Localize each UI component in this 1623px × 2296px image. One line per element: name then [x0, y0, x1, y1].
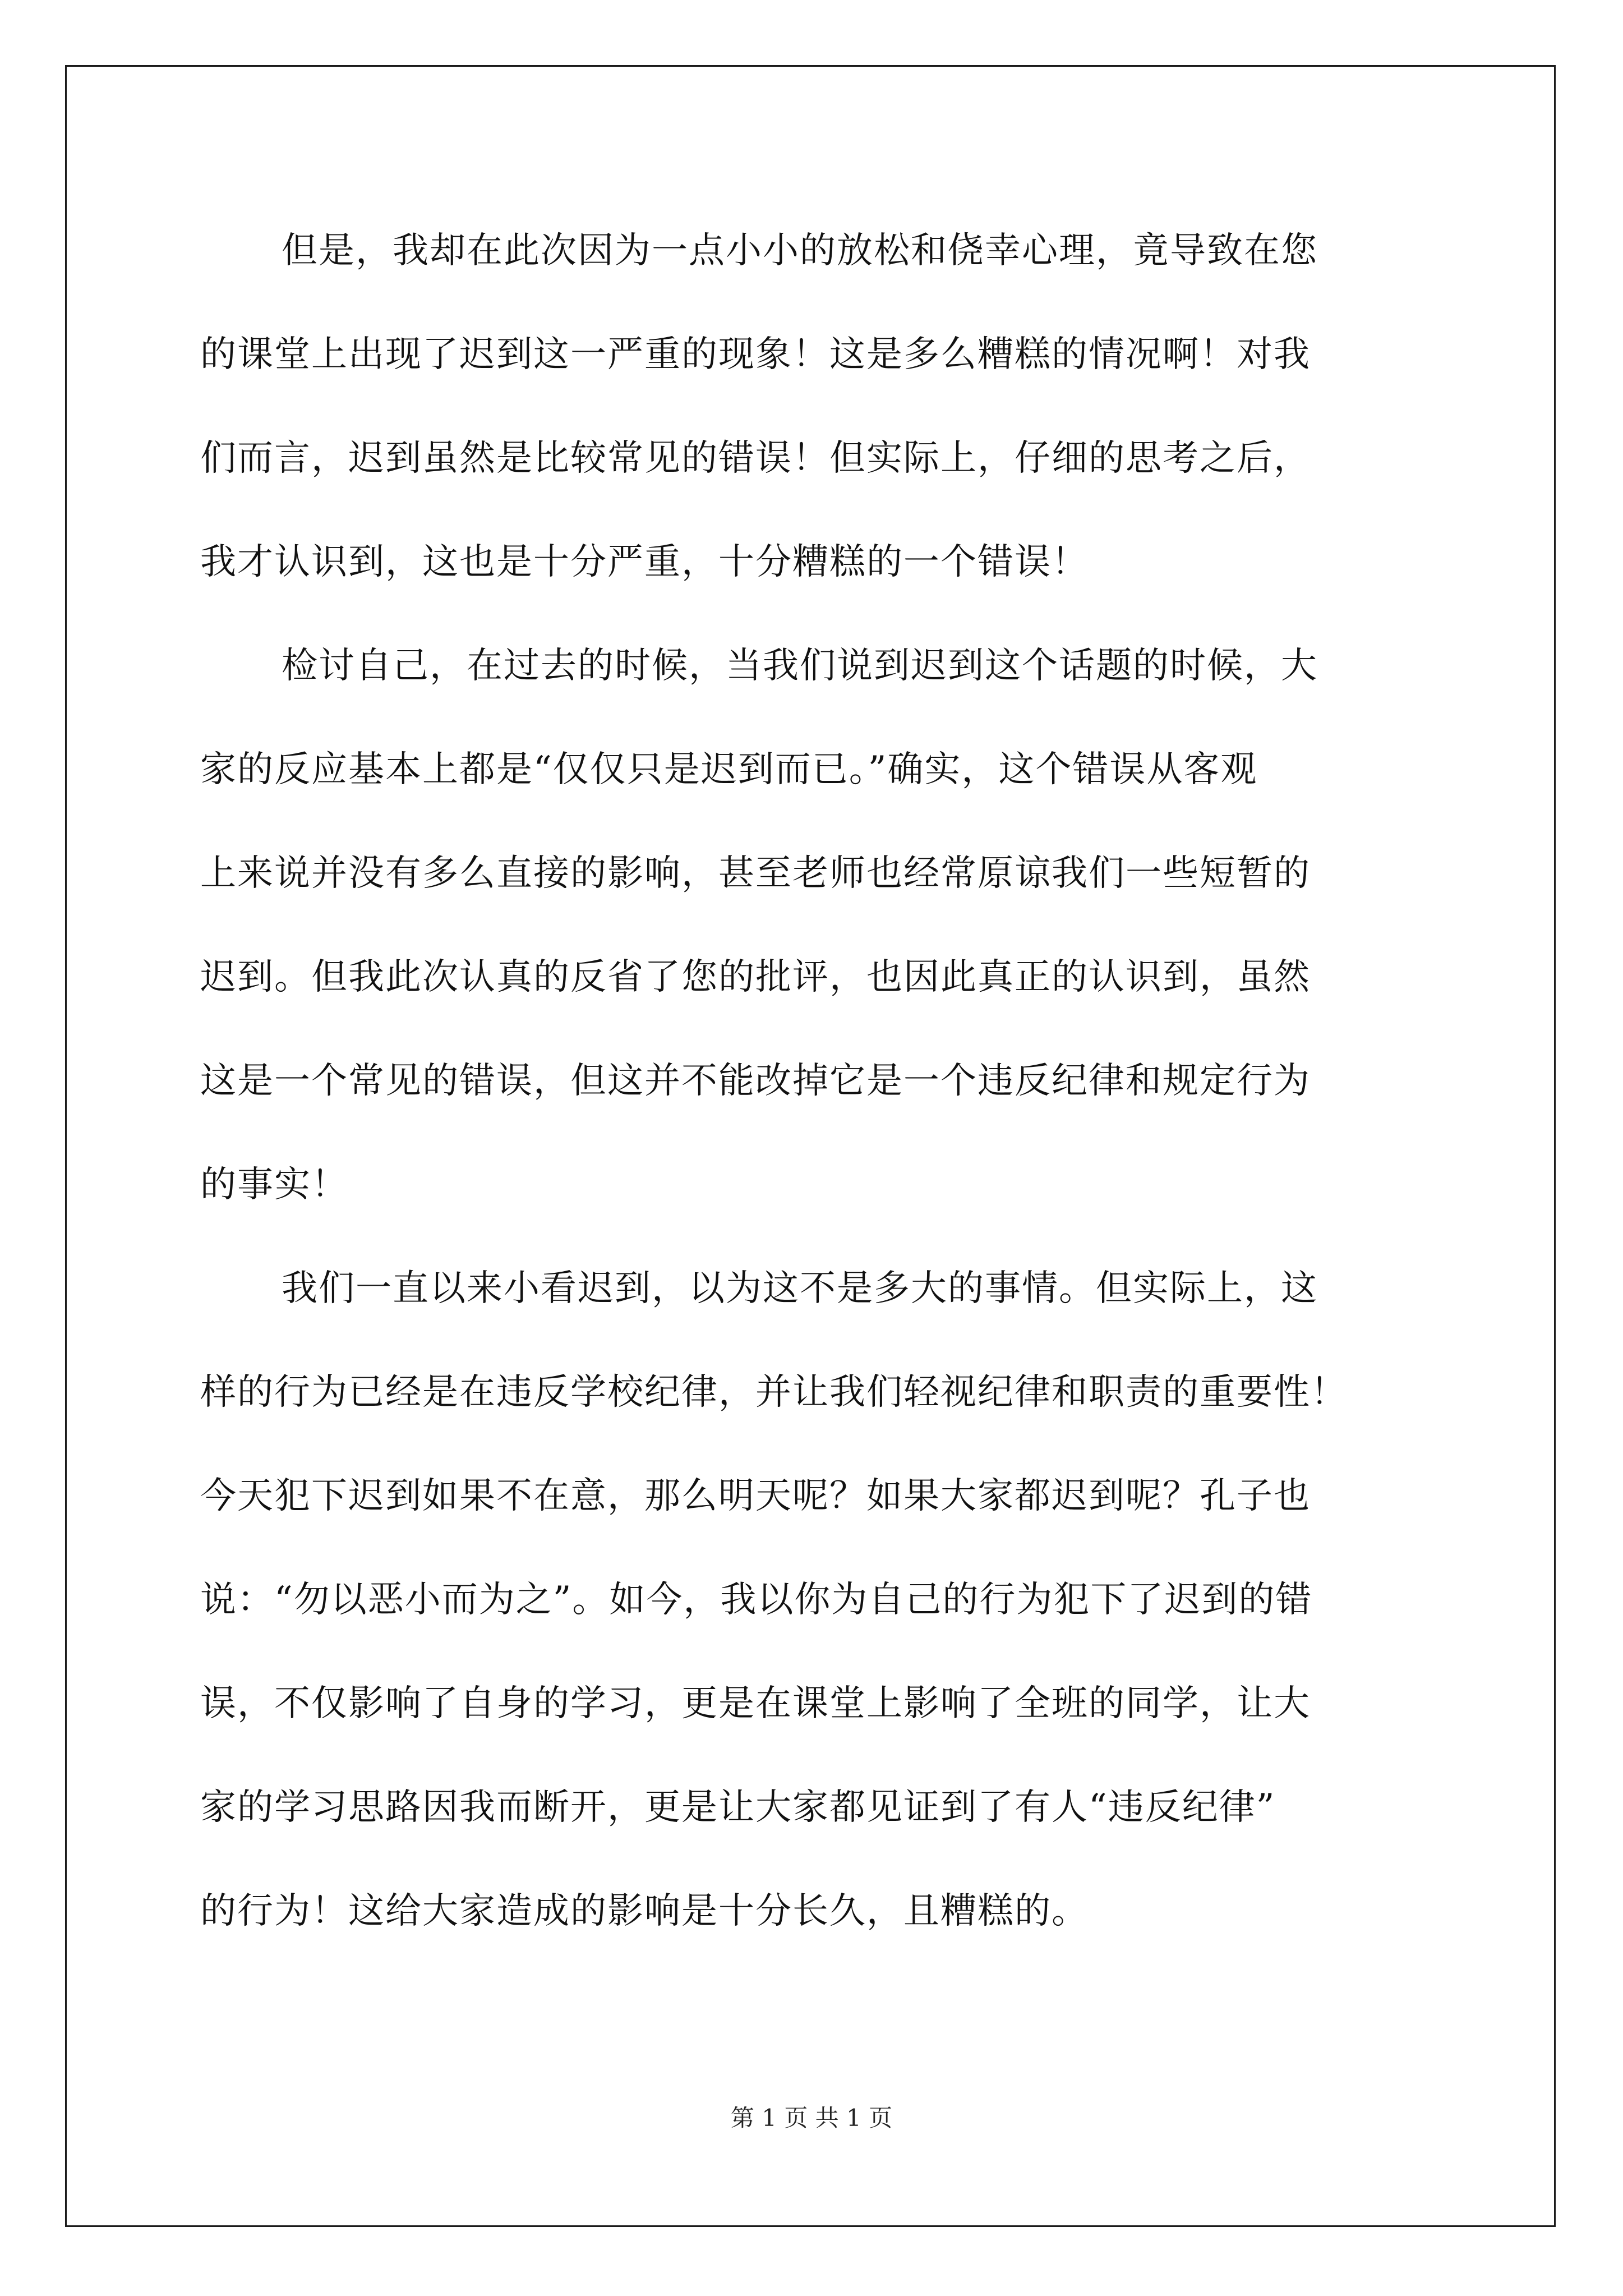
paragraph-2-line-3: 上来说并没有多么直接的影响，甚至老师也经常原谅我们一些短暂的: [200, 853, 1311, 894]
paragraph-3-line-5: 误，不仅影响了自身的学习，更是在课堂上影响了全班的同学，让大: [200, 1683, 1311, 1724]
paragraph-3-line-1: 我们一直以来小看迟到，以为这不是多大的事情。但实际上，这: [282, 1268, 1318, 1309]
paragraph-2-line-4: 迟到。但我此次认真的反省了您的批评，也因此真正的认识到，虽然: [200, 956, 1311, 998]
page-number-footer: 第 1 页 共 1 页: [730, 2104, 893, 2132]
paragraph-2-line-2: 家的反应基本上都是“仅仅只是迟到而已。”确实，这个错误从客观: [200, 749, 1258, 790]
paragraph-1-line-1: 但是，我却在此次因为一点小小的放松和侥幸心理，竟导致在您: [282, 230, 1318, 272]
paragraph-3-line-7: 的行为！这给大家造成的影响是十分长久，且糟糕的。: [200, 1890, 1089, 1932]
paragraph-1-line-2: 的课堂上出现了迟到这一严重的现象！这是多么糟糕的情况啊！对我: [200, 334, 1311, 375]
paragraph-3-line-3: 今天犯下迟到如果不在意，那么明天呢？如果大家都迟到呢？孔子也: [200, 1475, 1311, 1517]
paragraph-3-line-6: 家的学习思路因我而断开，更是让大家都见证到了有人“违反纪律”: [200, 1787, 1276, 1828]
paragraph-1-line-4: 我才认识到，这也是十分严重，十分糟糕的一个错误！: [200, 541, 1089, 583]
paragraph-2-line-6: 的事实！: [200, 1164, 348, 1205]
paragraph-3-line-4: 说：“勿以恶小而为之”。如今，我以你为自己的行为犯下了迟到的错: [200, 1579, 1313, 1621]
paragraph-2-line-1: 检讨自己，在过去的时候，当我们说到迟到这个话题的时候，大: [282, 645, 1318, 687]
paragraph-1-line-3: 们而言，迟到虽然是比较常见的错误！但实际上，仔细的思考之后，: [200, 438, 1311, 479]
paragraph-3-line-2: 样的行为已经是在违反学校纪律，并让我们轻视纪律和职责的重要性！: [200, 1372, 1348, 1413]
paragraph-2-line-5: 这是一个常见的错误，但这并不能改掉它是一个违反纪律和规定行为: [200, 1060, 1311, 1102]
